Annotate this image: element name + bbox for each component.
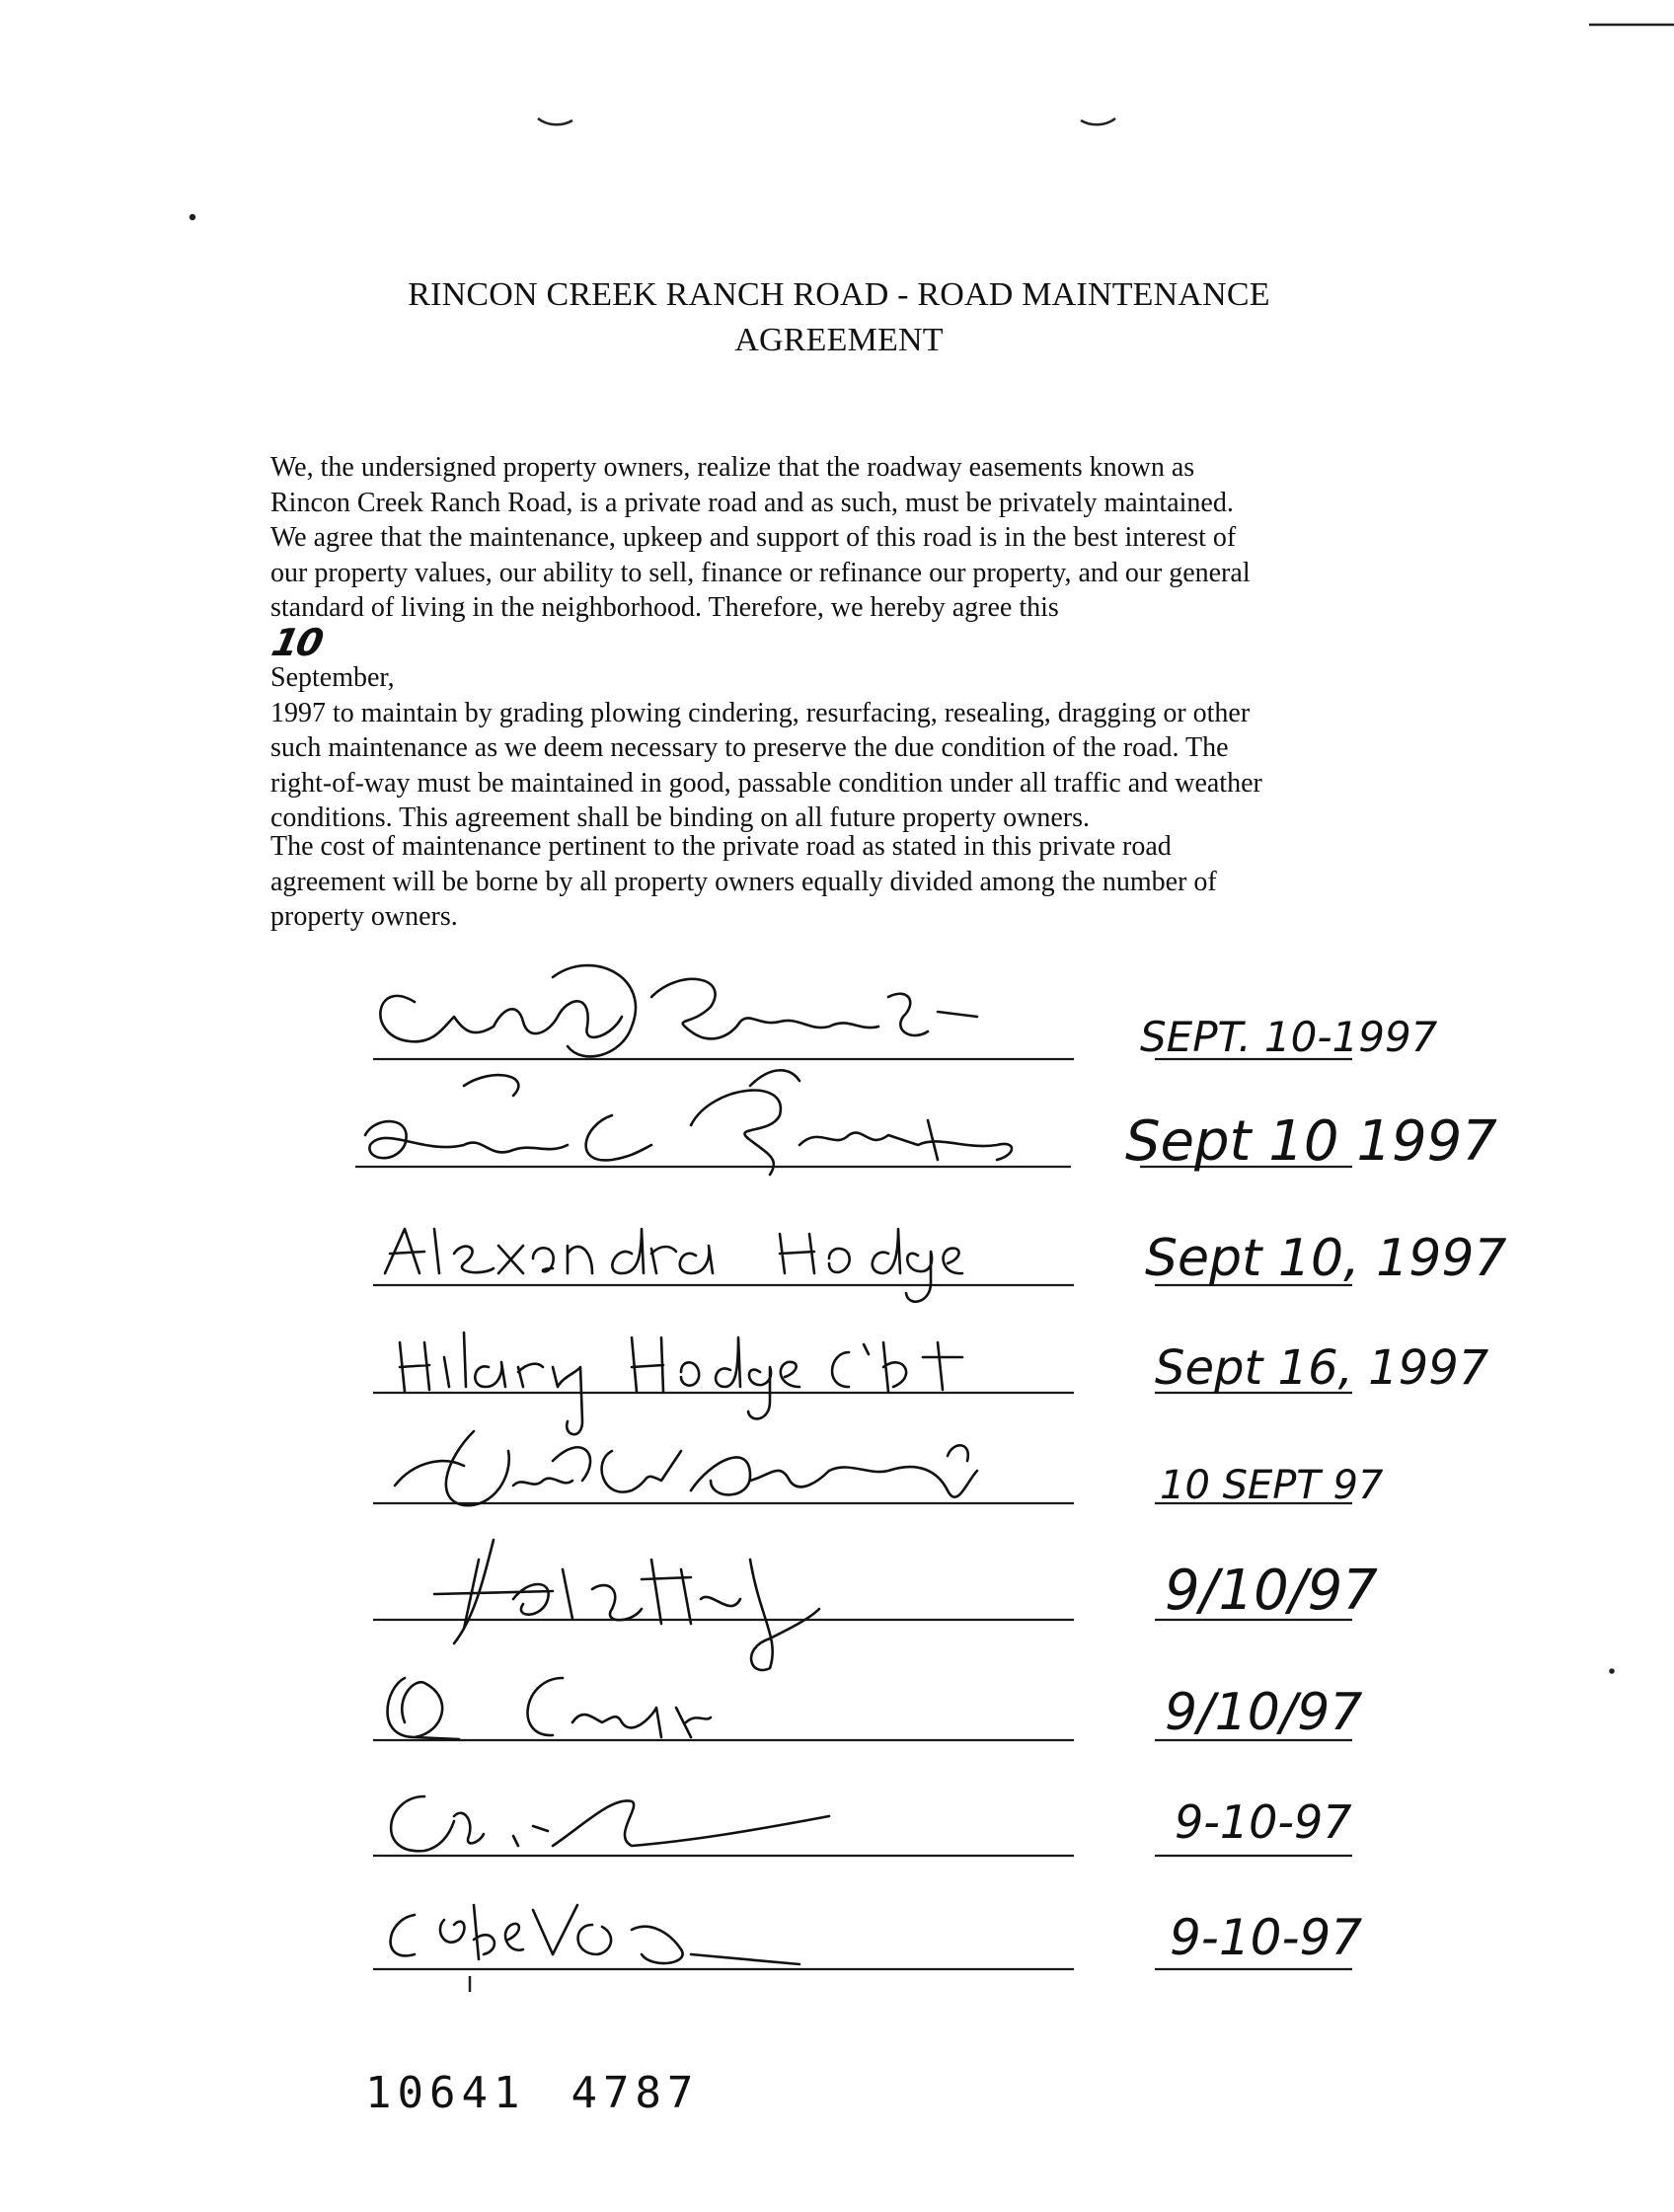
signature-6 — [434, 1540, 819, 1670]
date-text: 9-10-97 — [1170, 1909, 1363, 1966]
reference-number-right: 4787 — [571, 2068, 700, 2118]
signature-2 — [365, 1070, 1012, 1175]
agreement-paragraph-2 — [270, 829, 1455, 935]
date-text: SEPT. 10-1997 — [1140, 1013, 1438, 1061]
date-text: Sept 16, 1997 — [1155, 1340, 1489, 1396]
paragraph-line: right-of-way must be maintained in good, passable condition under all traffic and weather — [270, 767, 1262, 799]
signature-3 — [385, 1229, 962, 1302]
scan-mark — [1611, 1670, 1614, 1673]
signature-1 — [380, 965, 977, 1056]
date-text: 10 SEPT 97 — [1160, 1463, 1384, 1508]
title-line-2: AGREEMENT — [734, 322, 944, 358]
handwritten-signatures — [365, 965, 1012, 1964]
handwritten-day: 10 — [267, 620, 326, 664]
paragraph-line: We agree that the maintenance, upkeep and support of this road is in the best interest of — [270, 522, 1237, 553]
agreement-paragraph-1 — [267, 450, 1455, 836]
signature-rule-lines — [355, 1059, 1352, 1969]
paragraph-line: 1997 to maintain by grading plowing cindering, resurfacing, resealing, dragging or other — [270, 697, 1251, 728]
paragraph-line: Rincon Creek Ranch Road, is a private road and as such, must be privately maintained. — [270, 487, 1234, 518]
paragraph-line: such maintenance as we deem necessary to preserve the due condition of the road. The — [270, 732, 1229, 763]
handwritten-dates — [1125, 1013, 1507, 1966]
line-text-before-day: standard of living in the neighborhood. Therefore, we hereby agree this — [270, 592, 1059, 623]
scan-mark — [538, 118, 572, 124]
document-title — [247, 272, 1431, 363]
reference-number-left: 10641 — [365, 2068, 526, 2118]
paragraph-line: agreement will be borne by all property owners equally divided among the number of — [270, 866, 1217, 897]
signature-5 — [395, 1431, 977, 1505]
date-text: Sept 10, 1997 — [1145, 1229, 1507, 1288]
scan-mark — [1081, 118, 1115, 124]
signature-4 — [400, 1333, 962, 1434]
paragraph-line: property owners. — [270, 901, 458, 932]
signature-7 — [388, 1678, 712, 1739]
paragraph-line: our property values, our ability to sell, finance or refinance our property, and our general — [270, 557, 1251, 588]
line-text-after-day: September, — [270, 662, 395, 693]
paragraph-line: conditions. This agreement shall be binding on all future property owners. — [270, 802, 1090, 833]
date-text: Sept 10 1997 — [1125, 1109, 1497, 1174]
title-line-1: RINCON CREEK RANCH ROAD - ROAD MAINTENANCE — [408, 276, 1270, 313]
signature-8 — [391, 1796, 829, 1851]
paragraph-line-with-day — [267, 590, 1455, 696]
paragraph-line: The cost of maintenance pertinent to the private road as stated in this private road — [270, 831, 1172, 862]
date-text: 9/10/97 — [1165, 1559, 1378, 1623]
date-text: 9/10/97 — [1165, 1683, 1363, 1742]
paragraph-line: We, the undersigned property owners, realize that the roadway easements known as — [270, 452, 1195, 483]
signature-9 — [391, 1905, 799, 1964]
scan-mark — [190, 215, 194, 219]
document-reference-number — [365, 2068, 699, 2118]
date-text: 9-10-97 — [1175, 1795, 1352, 1849]
